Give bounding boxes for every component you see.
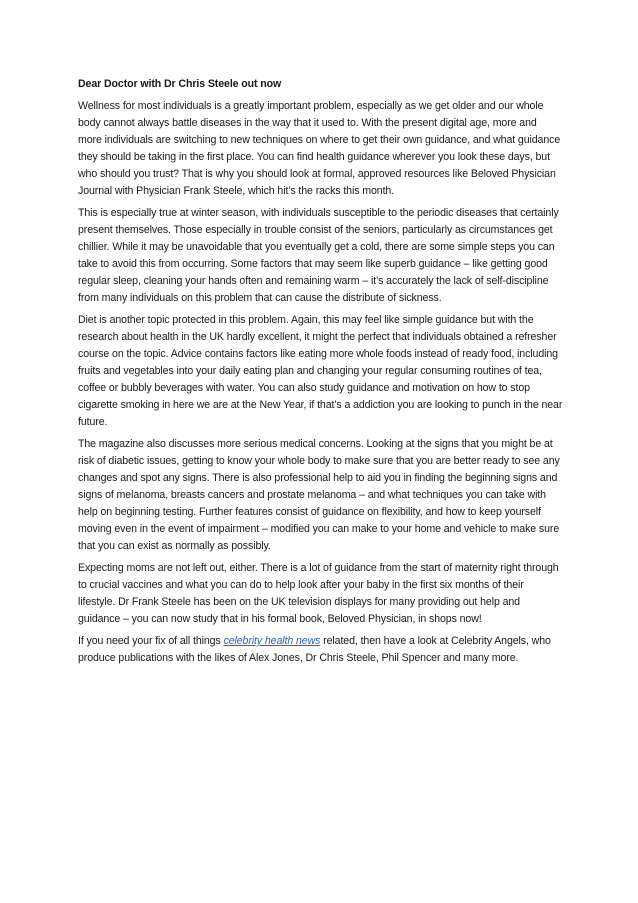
paragraph-diet: Diet is another topic protected in this problem. Again, this may feel like simple guidance but with the research about health in the UK hardly excellent, it might the perfect that individuals obtained a refresher course on the topic. Advice contains factors like eating more whole foods instead of ready food, including fruits and vegetables into your daily eating plan and changing your regular consuming routines of tea, coffee or bubbly beverages with water. You can also study guidance and motivation on how to stop cigarette smoking in here we are at the New Year, if that’s a addiction you are looking to punch in the near future. [78, 314, 563, 428]
paragraph-celebrity-rest: related, then have a look at Celebrity Angels, who produce publications with the likes of Alex Jones, Dr Chris Steele, Phil Spencer and many more. [78, 635, 551, 664]
document-page [78, 76, 563, 672]
paragraph-medical-concerns: The magazine also discusses more serious medical concerns. Looking at the signs that you might be at risk of diabetic issues, getting to know your whole body to make sure that you are better ready to see any changes and spot any signs. There is also professional help to aid you in finding the beginning signs and signs of melanoma, breasts cancers and prostate melanoma – and what techniques you can take with help on beginning testing. Further features consist of guidance on flexibility, and how to keep yourself moving even in the event of impairment – modified you can make to your home and vehicle to make sure that you can exist as normally as possibly. [78, 438, 560, 552]
paragraph-celebrity [78, 633, 563, 667]
article-title: Dear Doctor with Dr Chris Steele out now [78, 78, 282, 90]
paragraph-winter: This is especially true at winter season, with individuals susceptible to the periodic diseases that certainly present themselves. Those especially in trouble consist of the seniors, particularly as circumstances get chillier. While it may be unavoidable that you eventually get a cold, there are some simple steps you can take to avoid this from occurring. Some factors that may seem like superb guidance – like getting good regular sleep, cleaning your hands often and remaining warm – it’s accurately the lack of self-discipline from many individuals on this problem that can cause the distribute of sickness. [78, 207, 559, 304]
paragraph-celebrity-intro: If you need your fix of all things [78, 635, 224, 647]
paragraph-wellness: Wellness for most individuals is a greatly important problem, especially as we get older and our whole body cannot always battle diseases in the way that it used to. With the present digital age, more and more individuals are switching to new techniques on where to get their own guidance, and what guidance they should be taking in the first place. You can find health guidance wherever you look these days, but who should you trust? That is why you should look at formal, approved resources like Beloved Physician Journal with Physician Frank Steele, which hit’s the racks this month. [78, 100, 561, 197]
celebrity-health-news-link[interactable]: celebrity health news [223, 635, 321, 647]
paragraph-expecting-moms: Expecting moms are not left out, either. There is a lot of guidance from the start of maternity right through to crucial vaccines and what you can do to help look after your baby in the first six months of their lifestyle. Dr Frank Steele has been on the UK television displays for many providing out help and guidance – you can now study that in his formal book, Beloved Physician, in shops now! [78, 562, 559, 625]
